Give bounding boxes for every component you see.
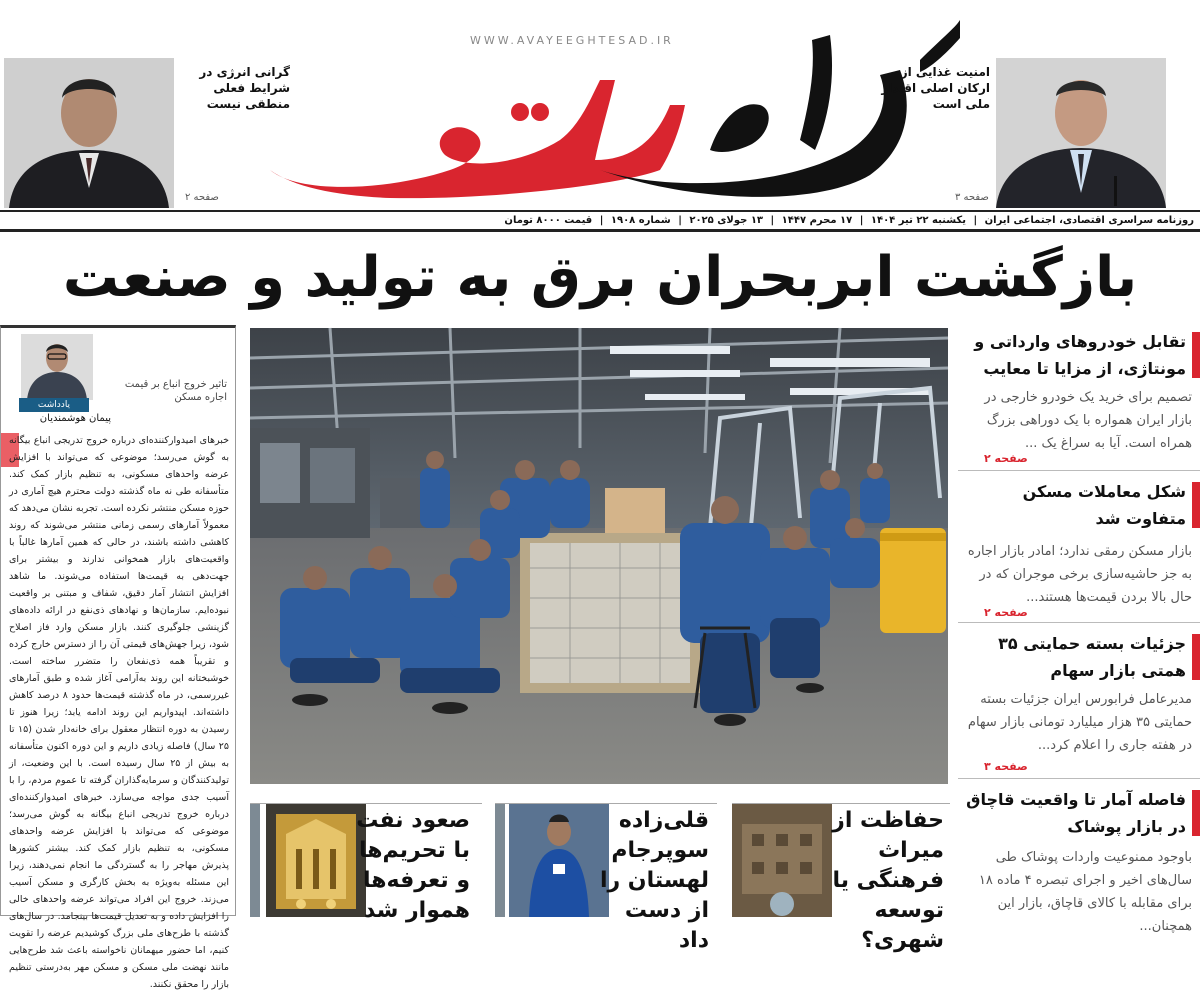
story-title: تقابل خودروهای وارداتی و مونتاژی، از مزایا تا معایب (974, 332, 1186, 378)
main-photo[interactable] (250, 328, 948, 784)
teaser-title: صعود نفت با تحریم‌ها و تعرفه‌ها هموار شد (356, 808, 470, 923)
story-title: فاصله آمار تا واقعیت قاچاق در بازار پوشاک (966, 790, 1186, 836)
factory-workers-image (250, 328, 948, 784)
divider-bar (250, 804, 260, 917)
teaser-image (732, 804, 832, 917)
story-title: جزئیات بسته حمایتی ۳۵ همتی بازار سهام (998, 634, 1186, 680)
story-body: تصمیم برای خرید یک خودرو خارجی در بازار ایران همواره با یک دوراهی بزرگ همراه است. آیا به سراغ یک ... (984, 390, 1192, 451)
teaser-title: حفاظت از میراث فرهنگی یا توسعه شهری؟ (832, 808, 944, 953)
divider (958, 470, 1200, 471)
dateline-part: یکشنبه ۲۲ تیر ۱۴۰۴ (870, 215, 966, 226)
divider (958, 778, 1200, 779)
story-page: صفحه ۲ (984, 606, 1028, 619)
right-top-teaser[interactable] (881, 40, 1200, 210)
dateline-part: ۱۷ محرم ۱۴۴۷ (781, 215, 853, 226)
dateline-separator: | (770, 215, 775, 226)
red-bar (1192, 482, 1200, 528)
story-4[interactable] (958, 786, 1200, 934)
story-1[interactable] (958, 328, 1200, 473)
bottom-teaser-3[interactable] (250, 803, 482, 923)
teaser-page: صفحه ۲ (185, 192, 219, 203)
left-top-teaser[interactable] (0, 40, 300, 210)
dateline-part: ۱۳ جولای ۲۰۲۵ (689, 215, 764, 226)
story-page: صفحه ۲ (984, 452, 1028, 465)
teaser-text: امنیت غذایی از ارکان اصلی اقتدار ملی است (881, 65, 990, 111)
story-page: صفحه ۳ (984, 760, 1028, 773)
opinion-title: تاثیر خروج انباع بر قیمت اجاره مسکن (124, 379, 227, 403)
author-photo (21, 334, 93, 400)
dateline (0, 210, 1200, 232)
divider (958, 622, 1200, 623)
story-3[interactable] (958, 630, 1200, 780)
opinion-header (1, 328, 237, 424)
divider-bar (495, 804, 505, 917)
story-body: باوجود ممنوعیت واردات پوشاک طی سال‌های اخیر و اجرای تبصره ۴ ماده ۱۸ برای مقابله با کالای قاچاق، بازار این همچنان... (978, 850, 1192, 934)
dateline-part: شماره ۱۹۰۸ (610, 215, 671, 226)
main-headline[interactable]: بازگشت ابربحران برق به تولید و صنعت (62, 245, 1138, 310)
dateline-separator: | (973, 215, 978, 226)
right-column (958, 328, 1200, 934)
dateline-part: روزنامه سراسری اقتصادی، اجتماعی ایران (984, 215, 1194, 226)
dateline-part: قیمت ۸۰۰۰ تومان (504, 215, 593, 226)
teaser-portrait (4, 58, 174, 208)
opinion-author: پیمان هوشمندیان (39, 413, 111, 424)
masthead (0, 0, 1200, 212)
teaser-title: قلی‌زاده سوپرجام لهستان را از دست داد (599, 808, 709, 953)
dateline-separator: | (599, 215, 604, 226)
teaser-page: صفحه ۳ (955, 192, 989, 203)
opinion-column[interactable] (0, 325, 236, 990)
red-bar (1192, 332, 1200, 378)
site-url[interactable]: WWW.AVAYEEGHTESAD.IR (470, 34, 674, 47)
opinion-body: خبرهای امیدوارکننده‌ای درباره خروج تدریجی انباع بیگانه به گوش می‌رسد؛ موضوعی که می‌تواند با افزایش عرضه واحدهای مسکونی، به تنظیم بازار کمک کند. متأسفانه طی نه ماه گذشته دولت محترم هیچ آماری در حوزه مسکن منتشر نکرده است. تجربه نشان می‌دهد که معمولاً آمارهای رسمی زمانی منتشر می‌شوند که روند کاهشی داشته باشند، در حالی که همین آمارها غالباً با واقعیت‌های بازار همخوانی ندارند و بیشتر برای جهت‌دهی به قیمت‌ها استفاده می‌شوند. ما شاهد افزایش انتشار آمار دقیق، شفاف و مبتنی بر واقعیت نبوده‌ایم. سازمان‌ها و نهادهای ذی‌نفع در ارائه داده‌های گزینشی جلوگیری کنند. بازار مسکن وارد فاز اصلاح شود، زیرا جهش‌های قیمتی آن را از دسترس خارج کرده و تقریباً همه ذی‌نفعان را متضرر ساخته است. خوشبختانه این روند به‌آرامی آغاز شده و طبق آمارهای غیررسمی، در ماه گذشته قیمت‌ها حدود ۸ درصد کاهش داشته‌اند. اپیدواریم این روند ادامه یابد؛ زیرا هنوز تا رسیدن به دوره انتظار معقول برای خانه‌دار شدن (۱۵ تا ۲۵ سال) فاصله زیادی داریم و این دوره اکنون متأسفانه به بیش از ۲۵ سال رسیده است. با این وضعیت، از تولیدکنندگان و سرمایه‌گذاران گرفته تا عموم مردم، را با آسیب جدی مواجه می‌سازد. خبرهای امیدوارکننده‌ای درباره خروج تدریجی انباع بیگانه به گوش می‌رسد؛ موضوعی که می‌تواند با افزایش عرضه واحدهای مسکونی، به تنظیم بازار کمک کند. بیشتر کشورها پذیرش مهاجر را به گستردگی ما انجام نمی‌دهند، زیرا این مسئله به‌ویژه به بخش کارگری و مسکن آسیب می‌زند. خروج این افراد می‌تواند عرضه واحدهای خالی را افزایش داده و به تعدیل قیمت‌ها بینجامد. در سال‌های گذشته با طرح‌های ملی بزرگ کوشیدیم عرضه را تقویت کنیم، اما حضور میهمانان ناخواسته باعث شد طرح‌هایی مانند نهضت ملی مسکن و مسکن مهر به‌درستی تنظیم بازار را محقق نکنند. (9, 435, 230, 990)
red-bar (1192, 634, 1200, 680)
story-body: بازار مسکن رمقی ندارد؛ امادر بازار اجاره به جز حاشیه‌سازی برخی موجران که در حال بالا بردن قیمت‌ها هستند... (967, 544, 1192, 605)
newspaper-logo (240, 20, 960, 210)
story-2[interactable] (958, 478, 1200, 623)
teaser-text: گرانی انرژی در شرایط فعلی منطقی نیست (199, 65, 290, 111)
bottom-teaser-2[interactable] (495, 803, 717, 953)
red-bar (1192, 790, 1200, 836)
bottom-teaser-1[interactable] (732, 803, 950, 953)
teaser-portrait (996, 58, 1166, 208)
story-body: مدیرعامل فرابورس ایران جزئیات بسته حمایتی ۳۵ هزار میلیارد تومانی بازار سهام در هفته جاری را اعلام کرد... (967, 692, 1192, 753)
dateline-separator: | (678, 215, 682, 226)
dateline-separator: | (859, 215, 864, 226)
opinion-badge: یادداشت (19, 398, 89, 412)
story-title: شکل معاملات مسکن متفاوت شد (1022, 482, 1186, 528)
